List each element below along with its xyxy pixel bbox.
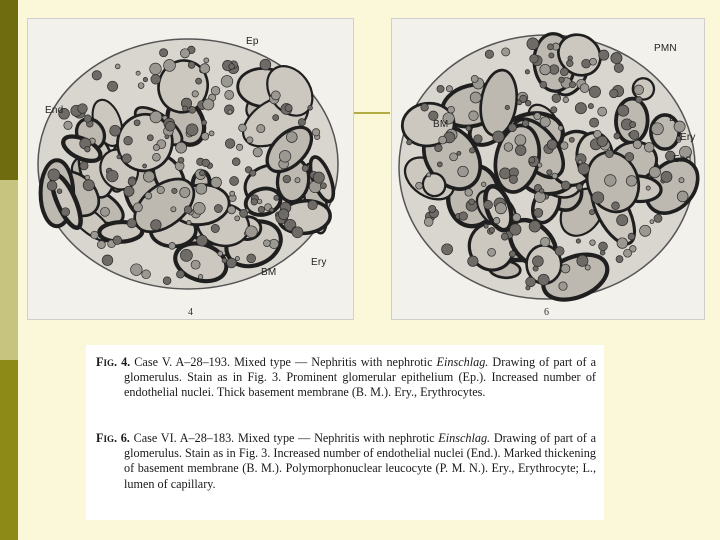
- figure-6-drawing: [392, 19, 704, 319]
- tissue-sketch: [38, 39, 338, 289]
- accent-bar-top: [0, 0, 18, 180]
- accent-bar-bottom: [0, 360, 18, 540]
- label-ep: Ep: [246, 36, 259, 47]
- figure-6-number: 6: [544, 307, 549, 318]
- figure-4-drawing: [28, 19, 353, 319]
- label-ery-6: Ery: [680, 132, 696, 143]
- caption-fig-4-italic: Einschlag.: [436, 355, 489, 369]
- figure-4-number: 4: [188, 307, 193, 318]
- figure-4-plate: [27, 18, 354, 320]
- caption-fig-4: [96, 355, 596, 401]
- caption-fig-4-text-b: Drawing of part of a glomerulus. Stain as in Fig. 3. Prominent glomerular epithelium (Ep.). Increased number of endothelial nuclei. Thick basement membrane (B. M.). Ery., Erythrocytes.: [124, 355, 597, 400]
- caption-fig-6-italic: Einschlag.: [438, 431, 491, 445]
- label-ery: Ery: [311, 257, 327, 268]
- label-end: End: [45, 105, 64, 116]
- caption-fig-4-text-a: Case V. A–28–193. Mixed type — Nephritis with nephrotic: [134, 355, 437, 369]
- caption-box: [86, 345, 604, 520]
- label-pmn: PMN: [654, 43, 677, 54]
- label-bm: BM: [261, 267, 277, 278]
- label-end-6: End: [673, 154, 692, 165]
- tissue-sketch: [397, 26, 704, 308]
- accent-bar-middle: [0, 180, 18, 360]
- caption-fig-6-text-b: Drawing of part of a glomerulus. Stain as in Fig. 3. Increased number of endothelial nuclei (End.). Marked thickening of basement membrane (B. M.). Polymorphonuclear leucocyte (P. M. N.). Ery., Erythrocyte; L., lumen of capillary.: [124, 431, 596, 491]
- label-bm-6: BM: [433, 119, 449, 130]
- caption-fig-6-label: Fig. 6.: [96, 431, 130, 445]
- caption-fig-6-text-a: Case VI. A–28–183. Mixed type — Nephritis with nephrotic: [133, 431, 439, 445]
- caption-fig-6: [96, 431, 596, 492]
- title-rule: [352, 112, 390, 114]
- figure-6-plate: [391, 18, 705, 320]
- caption-fig-4-label: Fig. 4.: [96, 355, 131, 369]
- label-l: L: [669, 113, 675, 124]
